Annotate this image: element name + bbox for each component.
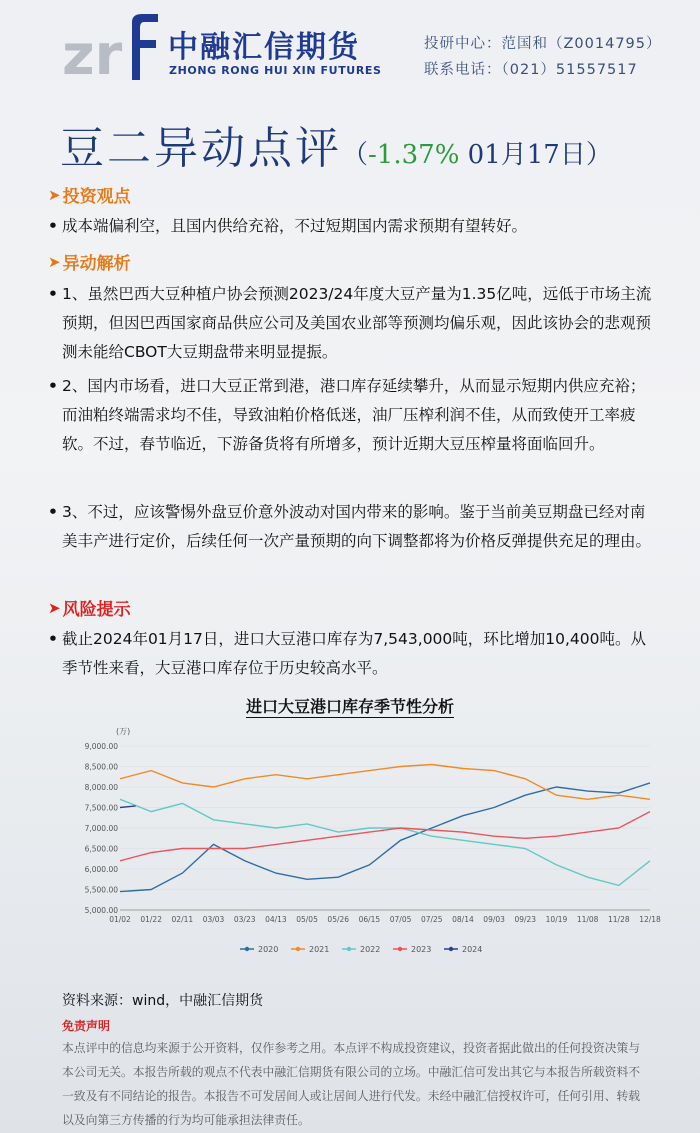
legend-label: 2024 [462, 945, 483, 954]
title-subtitle: （-1.37% 01月17日） [342, 140, 612, 170]
report-title [60, 112, 612, 174]
header [0, 0, 700, 100]
x-tick-label: 03/03 [202, 915, 225, 924]
x-tick-label: 11/28 [608, 915, 630, 924]
chevron-right-icon: ➤ [48, 185, 61, 204]
legend-label: 2022 [360, 945, 381, 954]
analysis-item: • 2、国内市场看，进口大豆正常到港，港口库存延续攀升，从而显示短期内供应充裕；而油粕终端需求均不佳，导致油粕价格低迷，油厂压榨利润不佳，从而致使开工率疲软。不过，春节临近，下游备货将有所增多，预计近期大豆压榨量将面临回升。 [48, 372, 658, 459]
x-tick-label: 01/22 [140, 915, 162, 924]
x-tick-label: 01/02 [109, 915, 131, 924]
bullet-icon: • [48, 630, 58, 648]
company-name-cn: 中融汇信期货 [168, 30, 360, 65]
section-risk: ➤ 风险提示 [48, 598, 131, 620]
legend-label: 2020 [258, 945, 279, 954]
x-tick-label: 04/13 [265, 915, 287, 924]
x-tick-label: 10/19 [545, 915, 568, 924]
x-tick-label: 05/05 [296, 915, 318, 924]
x-tick-label: 03/23 [233, 915, 256, 924]
legend-label: 2023 [411, 945, 432, 954]
phone-line: 联系电话：（021）51557517 [424, 62, 638, 78]
x-tick-label: 09/03 [483, 915, 505, 924]
view-paragraph: • 成本端偏利空，且国内供给充裕，不过短期国内需求预期有望转好。 [48, 212, 658, 241]
x-tick-label: 05/26 [327, 915, 350, 924]
legend-marker [449, 947, 453, 951]
bullet-icon: • [48, 285, 58, 303]
y-tick-label: 6,000.00 [84, 865, 118, 874]
legend-marker [347, 947, 351, 951]
x-tick-label: 07/25 [420, 915, 443, 924]
risk-paragraph: • 截止2024年01月17日，进口大豆港口库存为7,543,000吨，环比增加10,400吨。从季节性来看，大豆港口库存位于历史较高水平。 [48, 625, 658, 683]
series-line-2021 [120, 765, 650, 800]
analysis-item: • 3、不过，应该警惕外盘豆价意外波动对国内带来的影响。鉴于当前美豆期盘已经对南美丰产进行定价，后续任何一次产量预期的向下调整都将为价格反弹提供充足的理由。 [48, 498, 658, 556]
x-tick-label: 11/08 [576, 915, 599, 924]
change-percent: -1.37% [368, 140, 460, 170]
series-line-2020 [120, 783, 650, 892]
bullet-icon: • [48, 377, 58, 395]
analysis-item: • 1、虽然巴西大豆种植户协会预测2023/24年度大豆产量为1.35亿吨，远低于市场主流预期，但因巴西国家商品供应公司及美国农业部等预测均偏乐观，因此该协会的悲观预测未能给CBOT大豆期盘带来明显提振。 [48, 280, 658, 367]
y-tick-label: 5,500.00 [84, 885, 118, 895]
section-analysis: ➤ 异动解析 [48, 252, 131, 274]
bullet-icon: • [48, 217, 58, 235]
x-tick-label: 08/14 [452, 915, 474, 924]
x-tick-label: 02/11 [171, 915, 194, 924]
report-date: 01月17日 [459, 140, 586, 170]
inventory-seasonal-chart [84, 718, 661, 978]
disclaimer-text: 本点评中的信息均来源于公开资料，仅作参考之用。本点评不构成投资建议，投资者据此做出的任何投资决策与本公司无关。本报告所载的观点不代表中融汇信期货有限公司的立场。中融汇信可发出其它与本报告所载资料不一致及有不同结论的报告。本报告不可发居间人或让居间人进行代发。未经中融汇信授权许可，任何引用、转载以及向第三方传播的行为均可能承担法律责任。 [62, 1041, 641, 1127]
y-tick-label: 9,000.00 [84, 742, 118, 751]
x-tick-label: 06/15 [358, 915, 381, 924]
x-tick-label: 12/18 [639, 915, 661, 924]
svg-text:zr: zr [62, 23, 123, 88]
x-tick-label: 07/05 [389, 915, 412, 924]
chart-title: 进口大豆港口库存季节性分析 [245, 697, 454, 716]
data-source: 资料来源：wind，中融汇信期货 [62, 993, 264, 1009]
disclaimer-heading: 免责声明 [62, 1019, 111, 1033]
y-tick-label: 7,500.00 [84, 803, 118, 813]
company-logo-icon [62, 12, 162, 88]
bullet-icon: • [48, 503, 58, 521]
legend-marker [245, 947, 249, 951]
series-line-2022 [120, 799, 650, 885]
y-tick-label: 5,000.00 [84, 906, 118, 915]
y-axis-unit: (万) [116, 727, 131, 736]
legend-label: 2021 [309, 945, 330, 954]
y-tick-label: 8,000.00 [84, 783, 118, 792]
legend-marker [296, 947, 300, 951]
y-tick-label: 7,000.00 [84, 824, 118, 833]
chevron-right-icon: ➤ [48, 598, 61, 617]
company-name-en: ZHONG RONG HUI XIN FUTURES [169, 64, 382, 77]
legend-marker [398, 947, 402, 951]
title-main: 豆二异动点评 [60, 123, 342, 174]
y-tick-label: 8,500.00 [84, 762, 118, 772]
analyst-line: 投研中心：范国和（Z0014795） [424, 36, 662, 52]
x-tick-label: 09/23 [514, 915, 537, 924]
section-investment-view: ➤ 投资观点 [48, 185, 131, 207]
y-tick-label: 6,500.00 [84, 844, 118, 854]
chevron-right-icon: ➤ [48, 252, 61, 271]
contact-info [424, 31, 662, 83]
